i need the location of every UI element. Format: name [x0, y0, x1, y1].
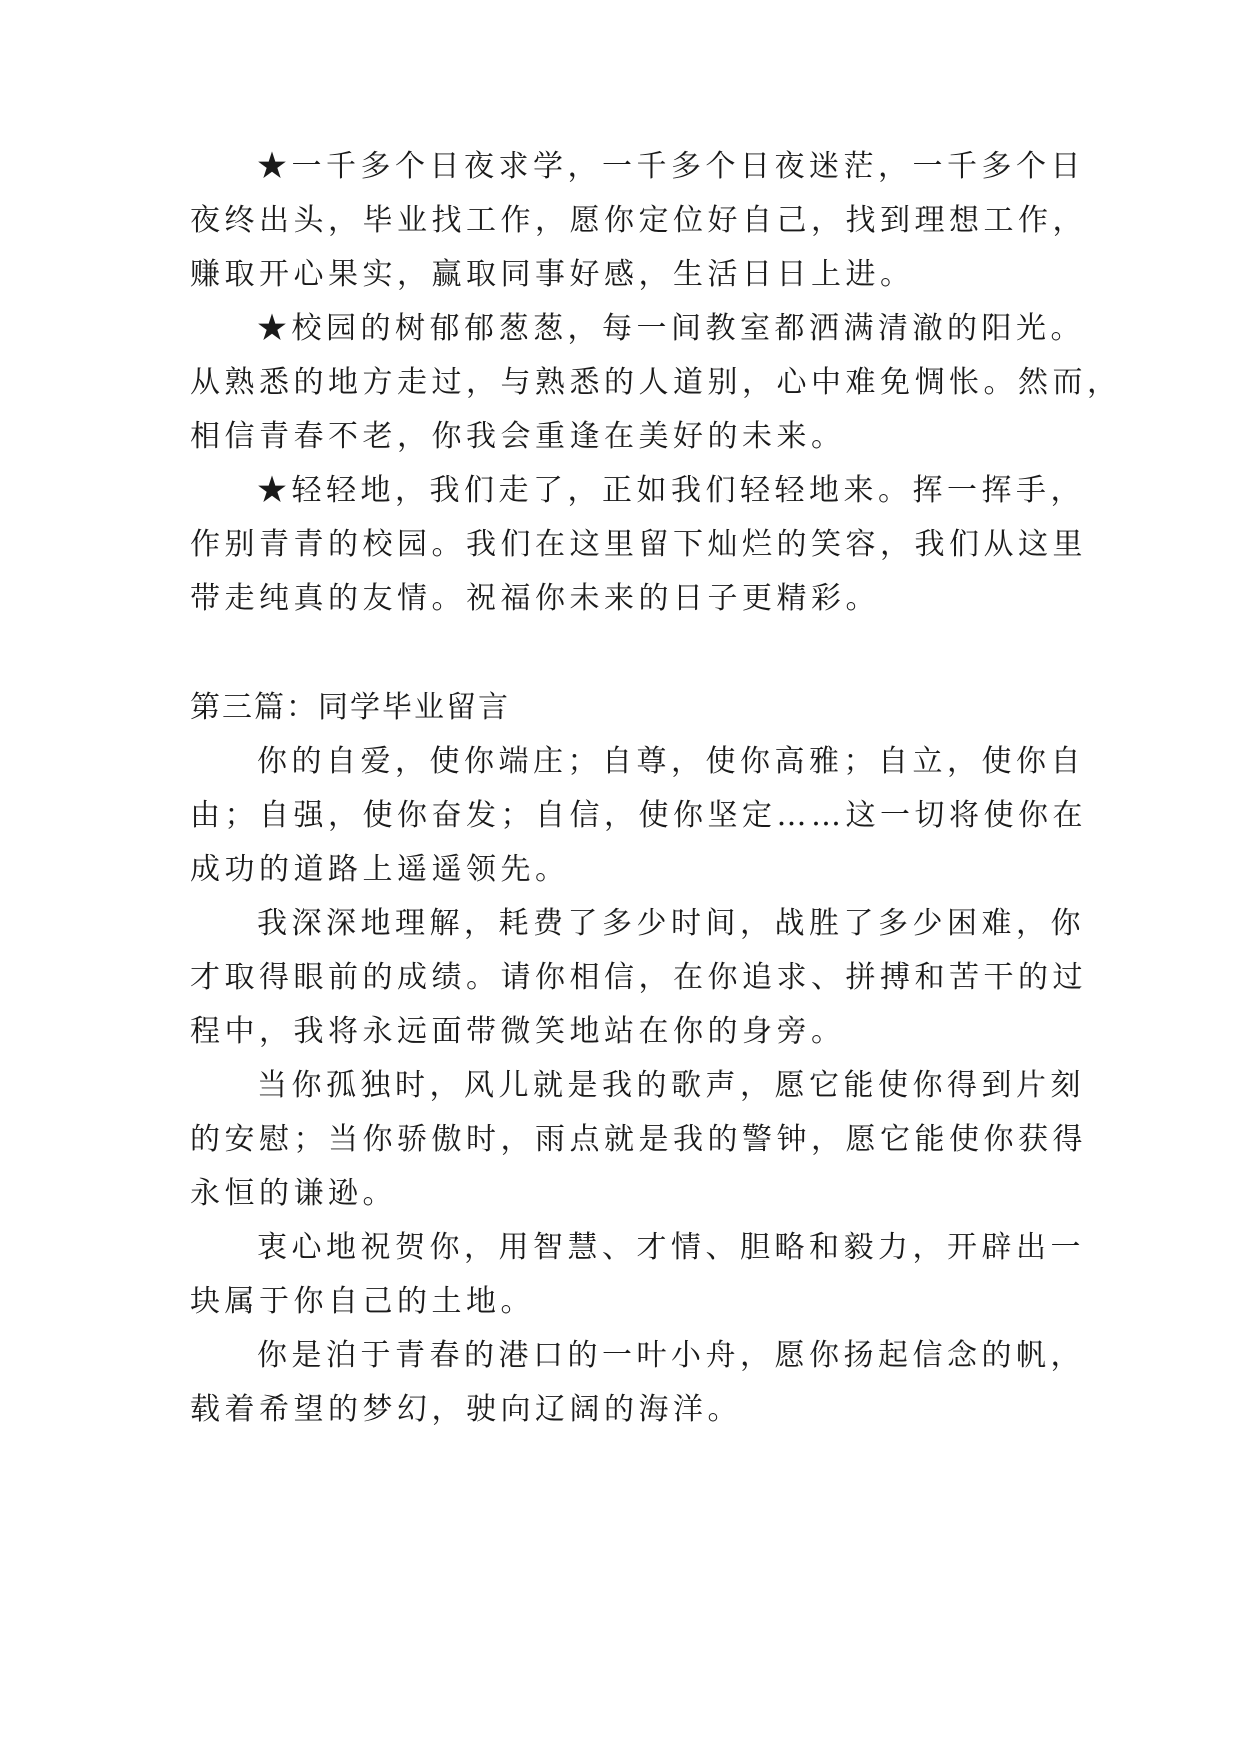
paragraph-line: 的安慰；当你骄傲时，雨点就是我的警钟，愿它能使你获得	[190, 1122, 1087, 1157]
paragraph-line: ★一千多个日夜求学，一千多个日夜迷茫，一千多个日	[257, 149, 1085, 184]
paragraph-line: 我深深地理解，耗费了多少时间，战胜了多少困难，你	[257, 906, 1085, 941]
paragraph-line: 才取得眼前的成绩。请你相信，在你追求、拼搏和苦干的过	[190, 960, 1087, 995]
paragraph-line: 赚取开心果实，赢取同事好感，生活日日上进。	[190, 257, 915, 292]
paragraph-line: 由；自强，使你奋发；自信，使你坚定……这一切将使你在	[190, 798, 1087, 833]
paragraph-line: 永恒的谦逊。	[190, 1176, 397, 1211]
paragraph-line: 带走纯真的友情。祝福你未来的日子更精彩。	[190, 581, 880, 616]
paragraph-line: 成功的道路上遥遥领先。	[190, 852, 570, 887]
paragraph-line: 载着希望的梦幻，驶向辽阔的海洋。	[190, 1392, 742, 1427]
paragraph-line: 你是泊于青春的港口的一叶小舟，愿你扬起信念的帆，	[257, 1338, 1085, 1373]
paragraph-line: 夜终出头，毕业找工作，愿你定位好自己，找到理想工作，	[190, 203, 1087, 238]
paragraph-line: 你的自爱，使你端庄；自尊，使你高雅；自立，使你自	[257, 744, 1085, 779]
paragraph-line: 相信青春不老，你我会重逢在美好的未来。	[190, 419, 846, 454]
paragraph-line: ★校园的树郁郁葱葱，每一间教室都洒满清澈的阳光。	[257, 311, 1085, 346]
paragraph-line: 从熟悉的地方走过，与熟悉的人道别，心中难免惆怅。然而，	[190, 365, 1122, 400]
paragraph-line: 程中，我将永远面带微笑地站在你的身旁。	[190, 1014, 846, 1049]
paragraph-line: ★轻轻地，我们走了，正如我们轻轻地来。挥一挥手，	[257, 473, 1085, 508]
paragraph-line: 块属于你自己的土地。	[190, 1284, 535, 1319]
paragraph-line: 作别青青的校园。我们在这里留下灿烂的笑容，我们从这里	[190, 527, 1087, 562]
paragraph-line: 衷心地祝贺你，用智慧、才情、胆略和毅力，开辟出一	[257, 1230, 1085, 1265]
paragraph-line: 当你孤独时，风儿就是我的歌声，愿它能使你得到片刻	[257, 1068, 1085, 1103]
section-heading: 第三篇：同学毕业留言	[190, 690, 510, 725]
